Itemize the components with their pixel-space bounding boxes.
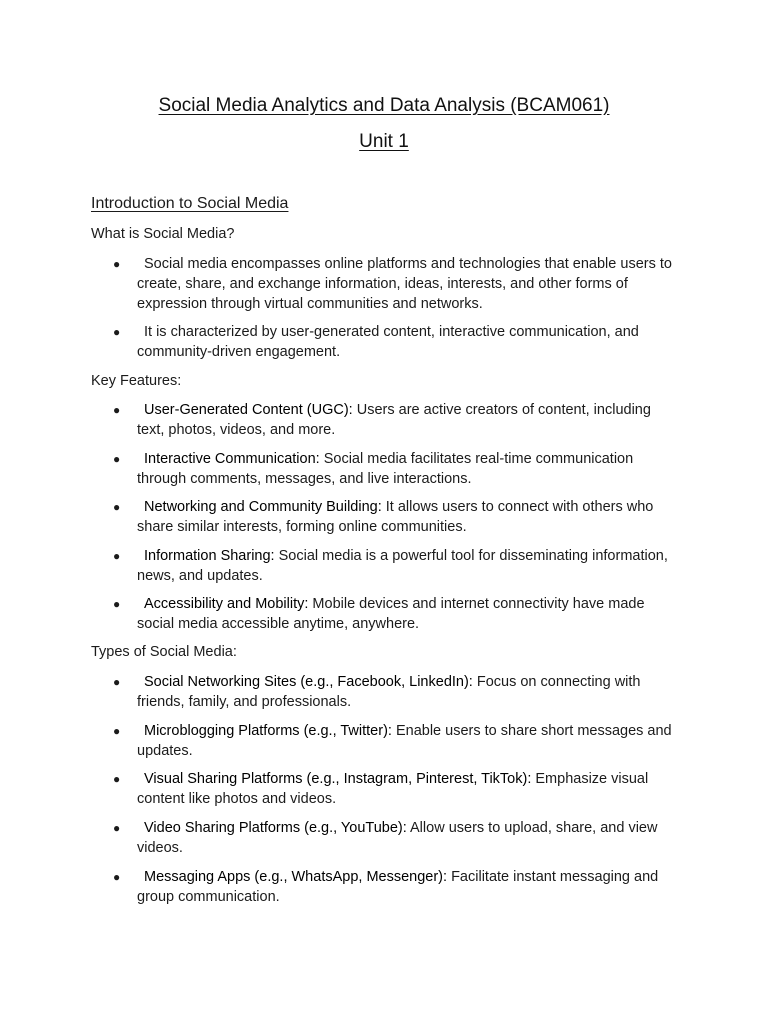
bullet-icon: ● <box>113 549 121 563</box>
list-item-term: Visual Sharing Platforms (e.g., Instagram, Pinterest, TikTok): <box>144 771 532 787</box>
section-heading: Introduction to Social Media <box>91 195 289 212</box>
bullet-icon: ● <box>113 772 121 786</box>
list-item-term: Accessibility and Mobility: <box>144 596 309 612</box>
list-item-text: Facilitate instant messaging and group communication. <box>137 869 659 905</box>
list-item-text: Social media encompasses online platforms and technologies that enable users to create, share, and exchange information, ideas, interests, and other forms of expression through virtual communities and networks. <box>137 256 672 312</box>
bullet-icon: ● <box>113 724 121 738</box>
bullet-icon: ● <box>113 870 121 884</box>
list-item-term: Messaging Apps (e.g., WhatsApp, Messenger): <box>144 869 448 885</box>
bullet-icon: ● <box>113 675 121 689</box>
bullet-icon: ● <box>113 500 121 514</box>
list-item-term: Social Networking Sites (e.g., Facebook, LinkedIn): <box>144 674 473 690</box>
list-item-term: Video Sharing Platforms (e.g., YouTube): <box>144 820 407 836</box>
bullet-icon: ● <box>113 257 121 271</box>
list-item-term: Networking and Community Building: <box>144 499 382 515</box>
document-title: Social Media Analytics and Data Analysis (BCAM061) <box>158 95 610 116</box>
bullet-icon: ● <box>113 403 121 417</box>
unit-title: Unit 1 <box>359 131 409 152</box>
bullet-icon: ● <box>113 325 121 339</box>
list-item-term: User-Generated Content (UGC): <box>144 402 353 418</box>
key-features-heading: Key Features: <box>91 373 182 389</box>
list-item-text: Mobile devices and internet connectivity have made social media accessible anytime, anywhere. <box>137 596 645 632</box>
list-item-text: It is characterized by user-generated content, interactive communication, and community-driven engagement. <box>137 324 639 360</box>
list-item-term: Information Sharing: <box>144 548 275 564</box>
list-item-text: Focus on connecting with friends, family, and professionals. <box>137 674 641 710</box>
list-item-text: Enable users to share short messages and updates. <box>137 723 672 759</box>
list-item-text: Social media facilitates real-time communication through comments, messages, and live interactions. <box>137 451 634 487</box>
list-item-text: Emphasize visual content like photos and videos. <box>137 771 649 807</box>
list-item-text: Allow users to upload, share, and view videos. <box>137 820 658 856</box>
bullet-icon: ● <box>113 597 121 611</box>
types-heading: Types of Social Media: <box>91 644 237 660</box>
list-item-text: Social media is a powerful tool for disseminating information, news, and updates. <box>137 548 668 584</box>
list-item-term: Interactive Communication: <box>144 451 320 467</box>
what-is-heading: What is Social Media? <box>91 226 235 242</box>
list-item-term: Microblogging Platforms (e.g., Twitter): <box>144 723 392 739</box>
list-item-text: It allows users to connect with others who share similar interests, forming online communities. <box>137 499 654 535</box>
list-item-text: Users are active creators of content, including text, photos, videos, and more. <box>137 402 651 438</box>
bullet-icon: ● <box>113 821 121 835</box>
bullet-icon: ● <box>113 452 121 466</box>
